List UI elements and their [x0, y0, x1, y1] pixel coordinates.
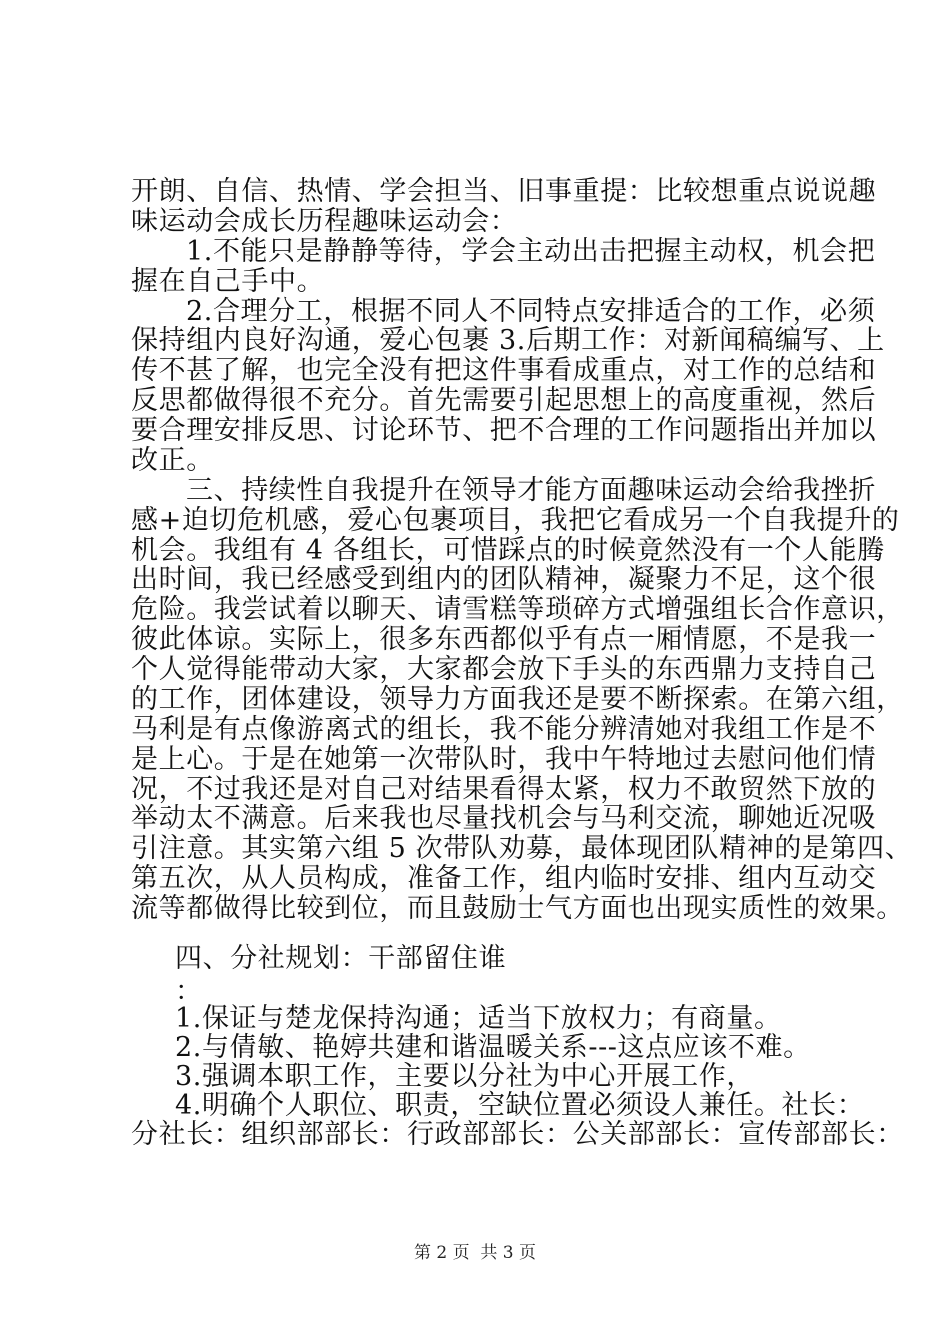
text-line-16: 彼此体谅。实际上，很多东西都似乎有点一厢情愿，不是我一: [131, 624, 877, 655]
text-line-12: 感+迫切危机感，爱心包裹项目，我把它看成另一个自我提升的: [131, 505, 900, 536]
text-line-4: 握在自己手中。: [131, 266, 325, 297]
text-line-15: 危险。我尝试着以聊天、请雪糕等琐碎方式增强组长合作意识，: [131, 594, 904, 625]
list-item-2: 2.与倩敏、艳婷共建和谐温暖关系---这点应该不难。: [175, 1032, 811, 1063]
text-line-24: 第五次，从人员构成，准备工作，组内临时安排、组内互动交: [131, 863, 877, 894]
text-line-27: ：: [175, 976, 203, 1007]
page-footer: 第 2 页 共 3 页: [413, 1243, 537, 1263]
text-line-10: 改正。: [131, 445, 214, 476]
text-line-3: 1.不能只是静静等待，学会主动出击把握主动权，机会把: [186, 236, 876, 267]
text-line-25: 流等都做得比较到位，而且鼓励士气方面也出现实质性的效果。: [131, 893, 904, 924]
list-item-3: 3.强调本职工作，主要以分社为中心开展工作，: [175, 1061, 754, 1092]
text-line-5: 2.合理分工，根据不同人不同特点安排适合的工作，必须: [186, 296, 876, 327]
text-line-20: 是上心。于是在她第一次带队时，我中午特地过去慰问他们情: [131, 744, 877, 775]
text-line-11: 三、持续性自我提升在领导才能方面趣味运动会给我挫折: [186, 475, 876, 506]
text-line-21: 况，不过我还是对自己对结果看得太紧，权力不敢贸然下放的: [131, 774, 877, 805]
text-line-1: 开朗、自信、热情、学会担当、旧事重提：比较想重点说说趣: [131, 176, 877, 207]
text-line-8: 反思都做得很不充分。首先需要引起思想上的高度重视，然后: [131, 385, 877, 416]
text-line-17: 个人觉得能带动大家，大家都会放下手头的东西鼎力支持自己: [131, 654, 877, 685]
text-line-22: 举动太不满意。后来我也尽量找机会与马利交流，聊她近况吸: [131, 803, 877, 834]
text-line-18: 的工作，团体建设，领导力方面我还是要不断探索。在第六组，: [131, 684, 904, 715]
list-item-4: 4.明确个人职位、职责，空缺位置必须设人兼任。社长：: [175, 1090, 865, 1121]
section-heading: 四、分社规划：干部留住谁: [175, 943, 507, 974]
text-line-2: 味运动会成长历程趣味运动会：: [131, 206, 518, 237]
text-line-6: 保持组内良好沟通，爱心包裹 3.后期工作：对新闻稿编写、上: [131, 325, 885, 356]
text-line-9: 要合理安排反思、讨论环节、把不合理的工作问题指出并加以: [131, 415, 877, 446]
text-line-14: 出时间，我已经感受到组内的团队精神，凝聚力不足，这个很: [131, 564, 877, 595]
text-line-7: 传不甚了解，也完全没有把这件事看成重点，对工作的总结和: [131, 355, 877, 386]
text-line-19: 马利是有点像游离式的组长，我不能分辨清她对我组工作是不: [131, 714, 877, 745]
text-line-23: 引注意。其实第六组 5 次带队劝募，最体现团队精神的是第四、: [131, 833, 913, 864]
text-line-13: 机会。我组有 4 各组长，可惜踩点的时候竟然没有一个人能腾: [131, 535, 885, 566]
list-item-1: 1.保证与楚龙保持沟通；适当下放权力；有商量。: [175, 1003, 782, 1034]
text-line-32: 分社长：组织部部长：行政部部长：公关部部长：宣传部部长：: [131, 1119, 904, 1150]
